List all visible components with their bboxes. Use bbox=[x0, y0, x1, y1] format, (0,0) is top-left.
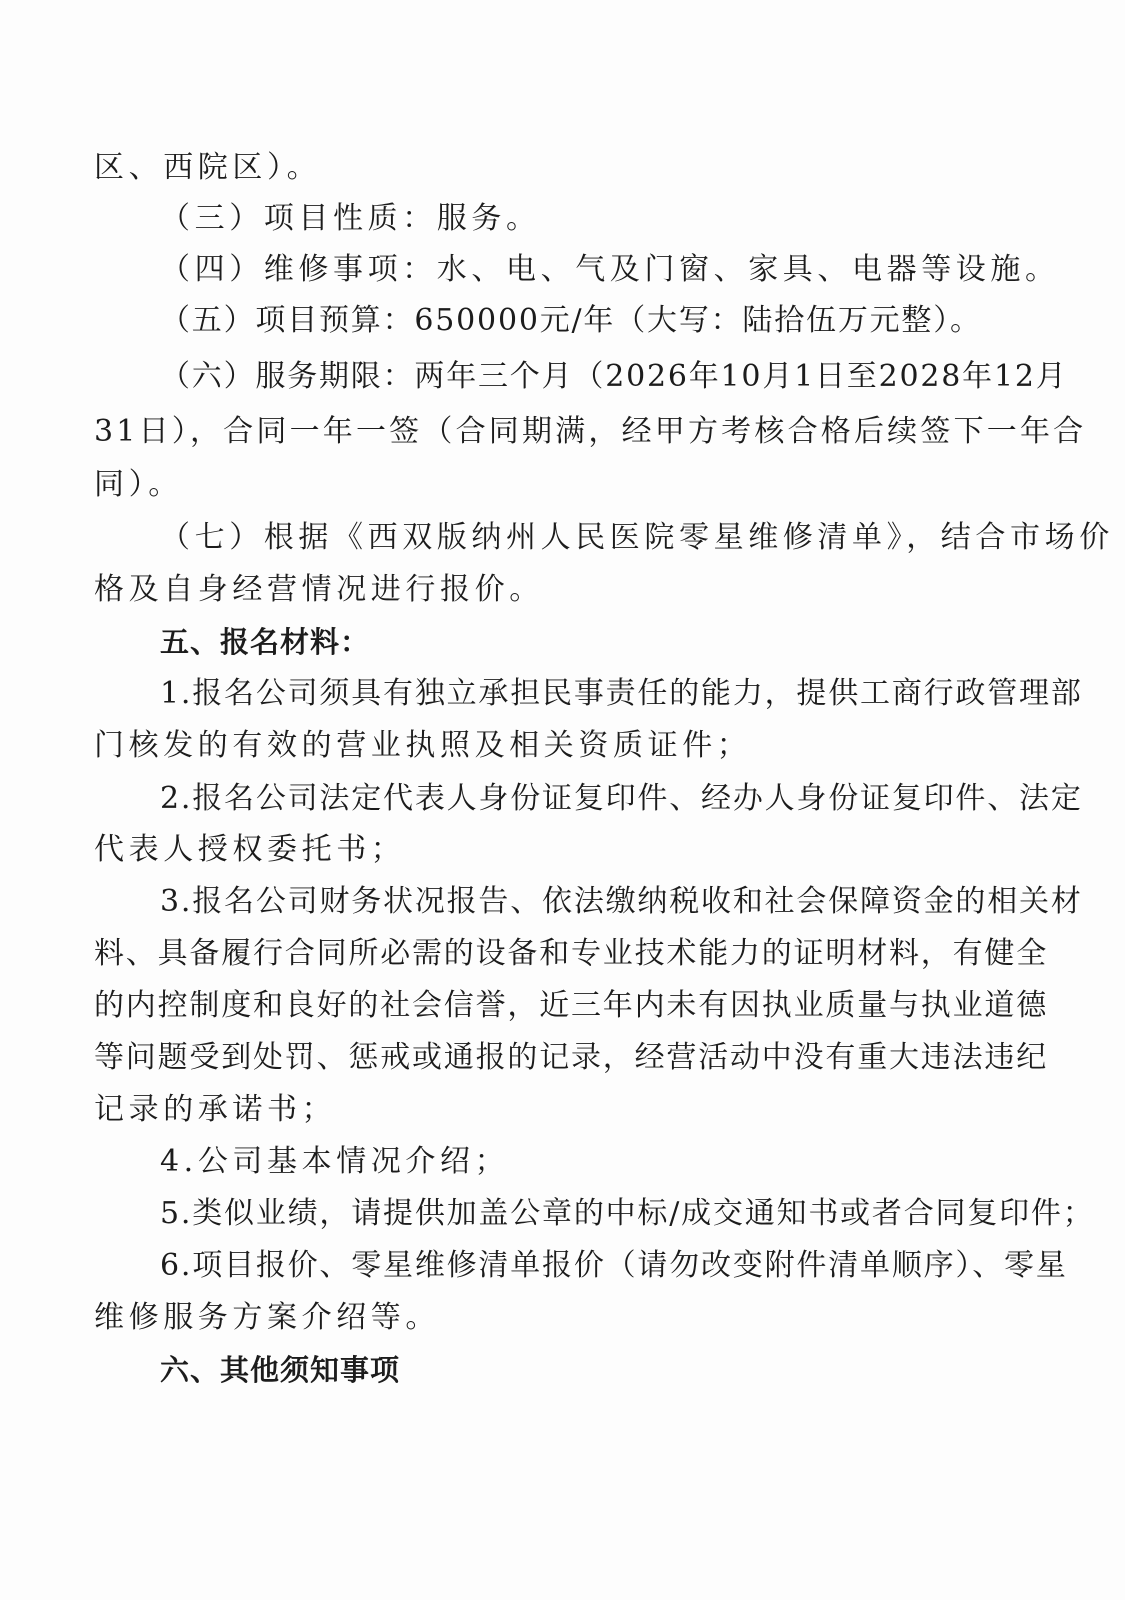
paragraph-line: 4.公司基本情况介绍； bbox=[160, 1144, 510, 1179]
paragraph-line: 维修服务方案介绍等。 bbox=[94, 1300, 440, 1335]
paragraph-line: 记录的承诺书； bbox=[94, 1092, 337, 1127]
paragraph-line: 门核发的有效的营业执照及相关资质证件； bbox=[94, 728, 752, 763]
paragraph-line: 同）。 bbox=[94, 467, 183, 502]
paragraph-line: 2.报名公司法定代表人身份证复印件、经办人身份证复印件、法定 bbox=[160, 781, 1083, 816]
paragraph-line: 的内控制度和良好的社会信誉，近三年内未有因执业质量与执业道德 bbox=[94, 988, 1048, 1023]
paragraph-line: 格及自身经营情况进行报价。 bbox=[94, 572, 544, 607]
paragraph-line: （四）维修事项：水、电、气及门窗、家具、电器等设施。 bbox=[160, 252, 1060, 287]
paragraph-line: 代表人授权委托书； bbox=[94, 832, 406, 867]
section-heading: 六、其他须知事项 bbox=[160, 1353, 401, 1387]
paragraph-line: 区、西院区）。 bbox=[94, 150, 322, 185]
paragraph-line: （六）服务期限：两年三个月（2026年10月1日至2028年12月 bbox=[160, 359, 1068, 394]
section-heading: 五、报名材料： bbox=[160, 625, 371, 659]
paragraph-line: 1.报名公司须具有独立承担民事责任的能力，提供工商行政管理部 bbox=[160, 676, 1083, 711]
paragraph-line: 5.类似业绩，请提供加盖公章的中标/成交通知书或者合同复印件； bbox=[160, 1196, 1095, 1231]
paragraph-line: 6.项目报价、零星维修清单报价（请勿改变附件清单顺序）、零星 bbox=[160, 1248, 1068, 1283]
paragraph-line: 等问题受到处罚、惩戒或通报的记录，经营活动中没有重大违法违纪 bbox=[94, 1040, 1048, 1075]
paragraph-line: （五）项目预算：650000元/年（大写：陆拾伍万元整）。 bbox=[160, 303, 982, 338]
paragraph-line: 3.报名公司财务状况报告、依法缴纳税收和社会保障资金的相关材 bbox=[160, 884, 1083, 919]
paragraph-line: 料、具备履行合同所必需的设备和专业技术能力的证明材料，有健全 bbox=[94, 936, 1048, 971]
paragraph-line: （三）项目性质：服务。 bbox=[160, 201, 541, 236]
paragraph-line: （七）根据《西双版纳州人民医院零星维修清单》，结合市场价 bbox=[160, 520, 1114, 555]
paragraph-line: 31日），合同一年一签（合同期满，经甲方考核合格后续签下一年合 bbox=[94, 414, 1087, 449]
